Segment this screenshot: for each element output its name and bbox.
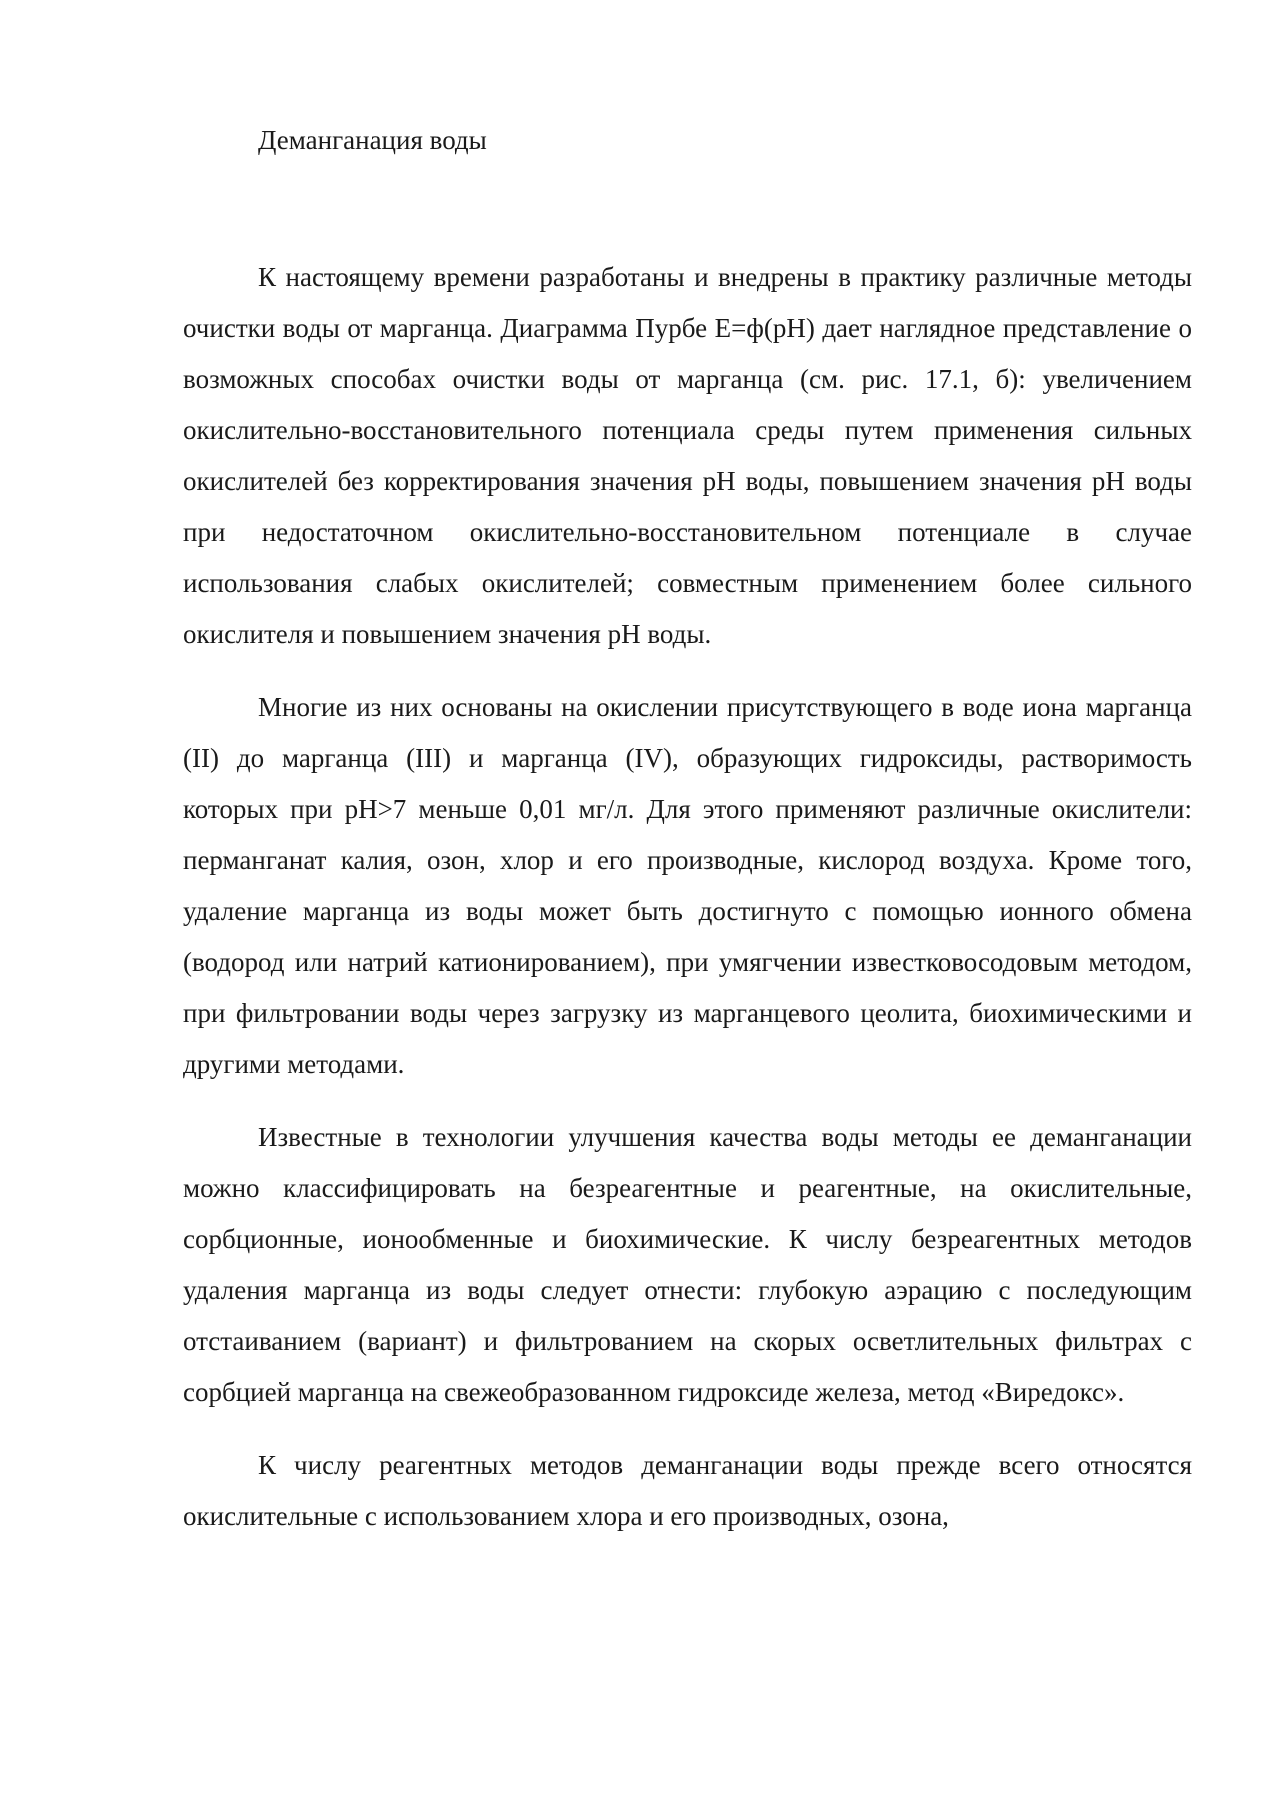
- document-title: Деманганация воды: [258, 125, 487, 155]
- paragraph-3: Известные в технологии улучшения качества воды методы ее деманганации можно классифицировать на безреагентные и реагентные, на окислительные, сорбционные, ионообменные и биохимические. К числу безреагентных методов удаления марганца из воды следует отнести: глубокую аэрацию с последующим отстаиванием (вариант) и фильтрованием на скорых осветлительных фильтрах с сорбцией марганца на свежеобразованном гидроксиде железа, метод «Виредокс».: [183, 1122, 1192, 1407]
- paragraph-1: К настоящему времени разработаны и внедрены в практику различные методы очистки воды от марганца. Диаграмма Пурбе Е=ф(рН) дает наглядное представление о возможных способах очистки воды от марганца (см. рис. 17.1, б): увеличением окислительно-восстановительного потенциала среды путем применения сильных окислителей без корректирования значения рН воды, повышением значения рН воды при недостаточном окислительно-восстановительном потенциале в случае использования слабых окислителей; совместным применением более сильного окислителя и повышением значения рН воды.: [183, 262, 1192, 649]
- paragraph-2: Многие из них основаны на окислении присутствующего в воде иона марганца (II) до марганца (III) и марганца (IV), образующих гидроксиды, растворимость которых при рН>7 меньше 0,01 мг/л. Для этого применяют различные окислители: перманганат калия, озон, хлор и его производные, кислород воздуха. Кроме того, удаление марганца из воды может быть достигнуто с помощью ионного обмена (водород или натрий катионированием), при умягчении известковосодовым методом, при фильтровании воды через загрузку из марганцевого цеолита, биохимическими и другими методами.: [183, 692, 1192, 1079]
- paragraph-4: К числу реагентных методов деманганации воды прежде всего относятся окислительные с использованием хлора и его производных, озона,: [183, 1450, 1192, 1531]
- document-body: [183, 252, 1192, 1564]
